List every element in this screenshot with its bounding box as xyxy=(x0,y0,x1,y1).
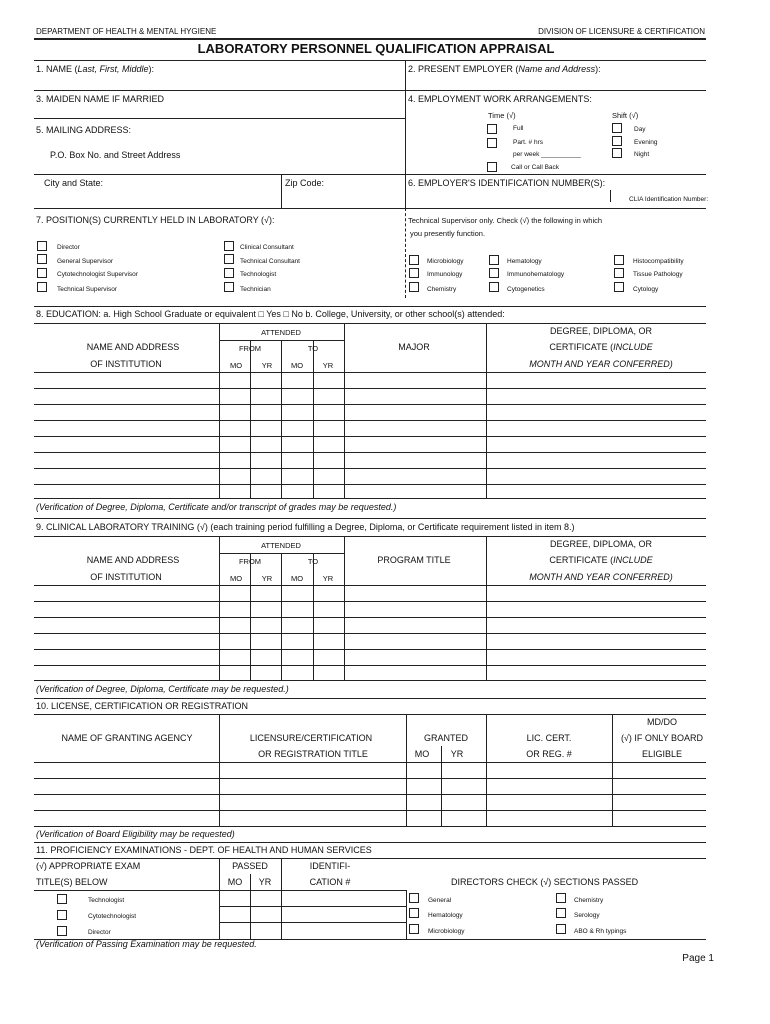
position-director-checkbox[interactable] xyxy=(37,241,47,251)
tech-sup-note: Technical Supervisor only. Check (√) the following in which xyxy=(408,216,603,225)
col-line xyxy=(219,858,220,939)
po-box-field[interactable]: P.O. Box No. and Street Address xyxy=(50,150,181,160)
section-hematology-checkbox[interactable] xyxy=(409,908,419,918)
name-address-header: NAME AND ADDRESS xyxy=(86,555,180,565)
present-employer-field[interactable]: 2. PRESENT EMPLOYER (Name and Address): xyxy=(408,64,601,74)
rule xyxy=(34,536,706,537)
top-divider xyxy=(405,60,406,208)
position-clinical-consultant-checkbox[interactable] xyxy=(224,241,234,251)
from-header: FROM xyxy=(238,344,262,353)
identification-header-2: CATION # xyxy=(309,877,351,887)
rule xyxy=(34,585,706,586)
training-label: 9. CLINICAL LABORATORY TRAINING (√) (each training period fulfilling a Degree, Diploma, or Certificate requirement listed in item 8.) xyxy=(36,522,575,532)
cert-number-header-2: OR REG. # xyxy=(526,749,572,759)
license-title-header-2: OR REGISTRATION TITLE xyxy=(258,749,368,759)
col-line xyxy=(281,858,282,939)
education-row[interactable] xyxy=(34,420,706,421)
specialty-label: Hematology xyxy=(507,258,542,265)
position-label: General Supervisor xyxy=(57,258,113,265)
position-label: Clinical Consultant xyxy=(240,244,294,251)
shift-header: Shift (√) xyxy=(612,111,639,120)
education-row[interactable] xyxy=(34,388,706,389)
city-state-field[interactable]: City and State: xyxy=(44,178,104,188)
rule xyxy=(34,826,706,827)
specialty-hematology-checkbox[interactable] xyxy=(489,255,499,265)
proficiency-verification-note: (Verification of Passing Examination may be requested. xyxy=(36,939,257,949)
position-label: Director xyxy=(57,244,80,251)
mo-header: MO xyxy=(414,749,430,759)
time-call-label: Call or Call Back xyxy=(511,164,560,171)
education-row[interactable] xyxy=(34,484,706,485)
position-technologist-checkbox[interactable] xyxy=(224,268,234,278)
position-label: Technician xyxy=(240,286,271,293)
specialty-label: Microbiology xyxy=(427,258,464,265)
name-field[interactable]: 1. NAME (Last, First, Middle): xyxy=(36,64,155,74)
col-line xyxy=(406,890,407,939)
directors-check-header: DIRECTORS CHECK (√) SECTIONS PASSED xyxy=(451,877,639,887)
header-rule xyxy=(34,38,706,40)
rule xyxy=(34,118,405,119)
form-title: LABORATORY PERSONNEL QUALIFICATION APPRAISAL xyxy=(197,41,555,56)
mo-header: MO xyxy=(227,877,243,887)
section-label: Chemistry xyxy=(574,897,604,904)
passed-header: PASSED xyxy=(232,861,268,871)
top-divider-dashed xyxy=(405,208,406,298)
rule xyxy=(34,208,706,209)
col-line xyxy=(344,323,345,498)
education-row[interactable] xyxy=(34,436,706,437)
section-chemistry-checkbox[interactable] xyxy=(556,893,566,903)
exam-cytotechnologist-checkbox[interactable] xyxy=(57,910,67,920)
degree-header: DEGREE, DIPLOMA, OR xyxy=(549,326,653,336)
specialty-label: Immunohematology xyxy=(507,271,565,278)
position-label: Technical Supervisor xyxy=(57,286,117,293)
rule xyxy=(34,518,706,519)
specialty-label: Immunology xyxy=(427,271,463,278)
rule xyxy=(34,306,706,307)
exam-label: Cytotechnologist xyxy=(88,913,137,920)
rule xyxy=(34,762,706,763)
clia-number-field[interactable]: CLIA Identification Number: xyxy=(629,196,709,203)
specialty-label: Cytology xyxy=(633,286,659,293)
degree-header-2: CERTIFICATE (INCLUDE xyxy=(549,555,653,565)
col-line xyxy=(250,340,251,498)
board-eligible-header: MD/DO xyxy=(647,717,677,727)
degree-header-3: MONTH AND YEAR CONFERRED) xyxy=(529,359,673,369)
shift-evening-label: Evening xyxy=(634,139,658,146)
degree-header-2: CERTIFICATE (INCLUDE xyxy=(549,342,653,352)
institution-header: OF INSTITUTION xyxy=(90,359,162,369)
col-line xyxy=(486,536,487,680)
education-row[interactable] xyxy=(34,468,706,469)
exam-director-checkbox[interactable] xyxy=(57,926,67,936)
position-cytotech-supervisor-checkbox[interactable] xyxy=(37,268,47,278)
col-line xyxy=(281,340,282,498)
license-label: 10. LICENSE, CERTIFICATION OR REGISTRATION xyxy=(36,701,249,711)
rule xyxy=(34,174,706,175)
training-verification-note: (Verification of Degree, Diploma, Certificate may be requested.) xyxy=(36,684,289,694)
section-label: General xyxy=(428,897,452,904)
work-arrangements-label: 4. EMPLOYMENT WORK ARRANGEMENTS: xyxy=(408,94,592,104)
position-label: Technologist xyxy=(240,271,277,278)
position-label: Cytotechnologist Supervisor xyxy=(57,271,138,278)
time-header: Time (√) xyxy=(488,111,516,120)
time-full-checkbox[interactable] xyxy=(487,124,497,134)
specialty-label: Tissue Pathology xyxy=(633,271,683,278)
to-header: TO xyxy=(307,557,319,566)
rule xyxy=(34,90,405,91)
rule xyxy=(219,340,344,341)
shift-day-label: Day xyxy=(634,126,646,133)
specialty-label: Cytogenetics xyxy=(507,286,545,293)
section-serology-checkbox[interactable] xyxy=(556,908,566,918)
mailing-address-label: 5. MAILING ADDRESS: xyxy=(36,125,132,135)
specialty-cytogenetics-checkbox[interactable] xyxy=(489,282,499,292)
license-title-header: LICENSURE/CERTIFICATION xyxy=(249,733,373,743)
shift-day-checkbox[interactable] xyxy=(612,123,622,133)
section-label: ABO & Rh typings xyxy=(574,928,627,935)
col-line xyxy=(441,746,442,826)
section-general-checkbox[interactable] xyxy=(409,893,419,903)
col-line xyxy=(219,536,220,680)
department-name: DEPARTMENT OF HEALTH & MENTAL HYGIENE xyxy=(36,27,217,36)
from-header: FROM xyxy=(238,557,262,566)
mo-header: MO xyxy=(290,574,304,583)
rule xyxy=(34,698,706,699)
training-row[interactable] xyxy=(34,665,706,666)
name-address-header: NAME AND ADDRESS xyxy=(86,342,180,352)
training-row[interactable] xyxy=(34,617,706,618)
section-label: Microbiology xyxy=(428,928,465,935)
board-eligible-header-3: ELIGIBLE xyxy=(641,749,683,759)
rule xyxy=(34,680,706,681)
education-row[interactable] xyxy=(34,452,706,453)
col-line xyxy=(219,323,220,498)
time-part-checkbox[interactable] xyxy=(487,138,497,148)
mo-header: MO xyxy=(229,574,243,583)
mo-header: MO xyxy=(229,361,243,370)
rule xyxy=(405,90,706,91)
division-name: DIVISION OF LICENSURE & CERTIFICATION xyxy=(538,27,705,36)
shift-night-label: Night xyxy=(634,151,650,158)
exam-label: Director xyxy=(88,929,111,936)
col-line xyxy=(344,536,345,680)
proficiency-label: 11. PROFICIENCY EXAMINATIONS - DEPT. OF HEALTH AND HUMAN SERVICES xyxy=(36,845,372,855)
board-eligible-header-2: (√) IF ONLY BOARD xyxy=(620,733,704,743)
to-header: TO xyxy=(307,344,319,353)
attended-header: ATTENDED xyxy=(261,328,301,337)
tech-sup-note-2: you presently function. xyxy=(410,229,486,238)
position-technical-supervisor-checkbox[interactable] xyxy=(37,282,47,292)
specialty-label: Chemistry xyxy=(427,286,457,293)
exam-header-2: TITLE(S) BELOW xyxy=(36,877,108,887)
exam-label: Technologist xyxy=(88,897,125,904)
position-label: Technical Consultant xyxy=(240,258,300,265)
zip-divider xyxy=(281,174,282,208)
rule xyxy=(34,842,706,843)
time-call-checkbox[interactable] xyxy=(487,162,497,172)
rule xyxy=(34,498,706,499)
clia-tick xyxy=(610,190,611,202)
time-part-label: Part. # hrs xyxy=(513,139,543,146)
mo-header: MO xyxy=(290,361,304,370)
specialty-chemistry-checkbox[interactable] xyxy=(409,282,419,292)
rule xyxy=(34,890,406,891)
attended-header: ATTENDED xyxy=(261,541,301,550)
specialty-immunology-checkbox[interactable] xyxy=(409,268,419,278)
title-rule xyxy=(34,60,706,61)
rule xyxy=(219,906,406,907)
education-label: 8. EDUCATION: a. High School Graduate or equivalent □ Yes □ No b. College, University, or other school(s) attended: xyxy=(36,309,505,319)
page-number: Page 1 xyxy=(682,953,714,964)
exam-technologist-checkbox[interactable] xyxy=(57,894,67,904)
specialty-histocompatibility-checkbox[interactable] xyxy=(614,255,624,265)
training-row[interactable] xyxy=(34,601,706,602)
section-microbiology-checkbox[interactable] xyxy=(409,924,419,934)
program-title-header: PROGRAM TITLE xyxy=(377,555,451,565)
section-label: Hematology xyxy=(428,912,463,919)
license-row[interactable] xyxy=(34,778,706,779)
identification-header: IDENTIFI- xyxy=(309,861,351,871)
specialty-tissue-pathology-checkbox[interactable] xyxy=(614,268,624,278)
degree-header-3: MONTH AND YEAR CONFERRED) xyxy=(529,572,673,582)
shift-night-checkbox[interactable] xyxy=(612,148,622,158)
rule xyxy=(219,553,344,554)
col-line xyxy=(486,323,487,498)
education-row[interactable] xyxy=(34,404,706,405)
yr-header: YR xyxy=(322,574,334,583)
section-abo-rh-checkbox[interactable] xyxy=(556,924,566,934)
maiden-name-field[interactable]: 3. MAIDEN NAME IF MARRIED xyxy=(36,94,165,104)
cert-number-header: LIC. CERT. xyxy=(526,733,572,743)
section-label: Serology xyxy=(574,912,600,919)
employer-id-label: 6. EMPLOYER'S IDENTIFICATION NUMBER(S): xyxy=(408,178,606,188)
license-row[interactable] xyxy=(34,810,706,811)
rule xyxy=(34,323,706,324)
exam-header: (√) APPROPRIATE EXAM xyxy=(36,861,141,871)
yr-header: YR xyxy=(261,361,273,370)
position-general-supervisor-checkbox[interactable] xyxy=(37,254,47,264)
specialty-immunohematology-checkbox[interactable] xyxy=(489,268,499,278)
rule xyxy=(34,858,706,859)
degree-header: DEGREE, DIPLOMA, OR xyxy=(549,539,653,549)
yr-header: YR xyxy=(322,361,334,370)
rule xyxy=(219,922,406,923)
specialty-label: Histocompatibility xyxy=(633,258,684,265)
yr-header: YR xyxy=(450,749,464,759)
specialty-cytology-checkbox[interactable] xyxy=(614,282,624,292)
license-row[interactable] xyxy=(34,794,706,795)
institution-header: OF INSTITUTION xyxy=(90,572,162,582)
position-technician-checkbox[interactable] xyxy=(224,282,234,292)
license-verification-note: (Verification of Board Eligibility may be requested) xyxy=(36,829,235,839)
agency-header: NAME OF GRANTING AGENCY xyxy=(61,733,193,743)
position-technical-consultant-checkbox[interactable] xyxy=(224,254,234,264)
education-verification-note: (Verification of Degree, Diploma, Certificate and/or transcript of grades may be requested.) xyxy=(36,502,397,512)
specialty-microbiology-checkbox[interactable] xyxy=(409,255,419,265)
time-hours-label: per week ___________ xyxy=(513,151,581,158)
time-full-label: Full xyxy=(513,125,524,132)
yr-header: YR xyxy=(261,574,273,583)
training-row[interactable] xyxy=(34,633,706,634)
rule xyxy=(34,714,706,715)
training-row[interactable] xyxy=(34,649,706,650)
positions-label: 7. POSITION(S) CURRENTLY HELD IN LABORATORY (√): xyxy=(36,215,275,225)
shift-evening-checkbox[interactable] xyxy=(612,136,622,146)
zip-code-field[interactable]: Zip Code: xyxy=(285,178,325,188)
major-header: MAJOR xyxy=(398,342,430,352)
granted-header: GRANTED xyxy=(423,733,469,743)
rule xyxy=(34,372,706,373)
yr-header: YR xyxy=(258,877,272,887)
col-line xyxy=(313,340,314,498)
